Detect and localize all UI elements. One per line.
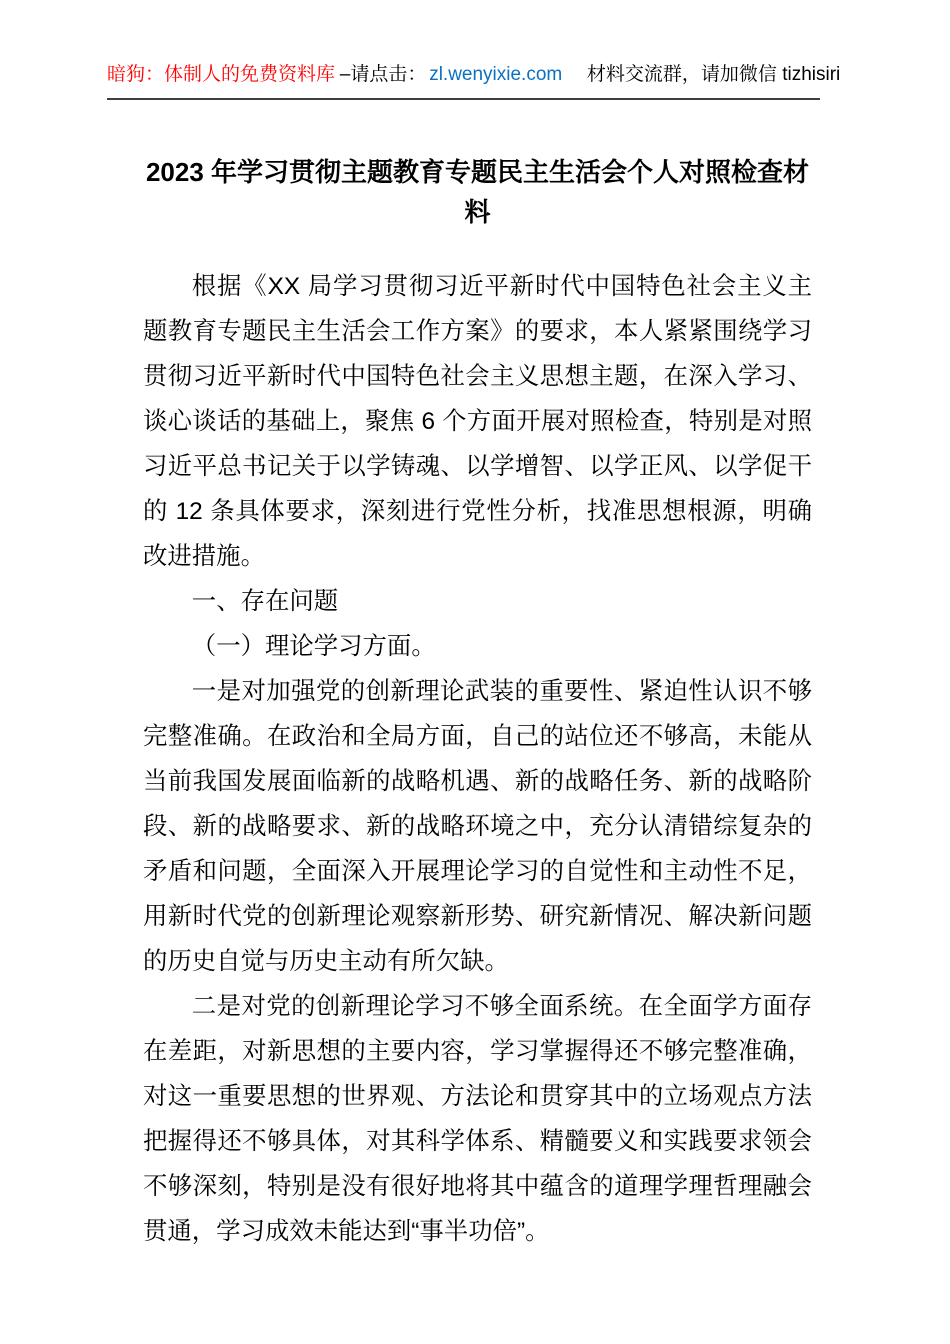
banner-link[interactable]: zl.wenyixie.com bbox=[429, 64, 563, 85]
section-heading-problems: 一、存在问题 bbox=[191, 588, 339, 615]
banner-click-label: –请点击： bbox=[339, 64, 427, 85]
header-banner bbox=[107, 58, 841, 100]
document-body bbox=[143, 264, 812, 1254]
subsection-heading-theory-study: （一）理论学习方面。 bbox=[191, 633, 436, 660]
banner-group-note: 材料交流群，请加微信 tizhisiri bbox=[586, 64, 841, 85]
intro-paragraph: 根据《XX 局学习贯彻习近平新时代中国特色社会主义主题教育专题民主生活会工作方案》的要求，本人紧紧围绕学习贯彻习近平新时代中国特色社会主义思想主题，在深入学习、谈心谈话的基础上，聚焦 6 个方面开展对照检查，特别是对照习近平总书记关于以学铸魂、以学增智、以学正风、以学促干的 12 条具体要求，深刻进行党性分析，找准思想根源，明确改进措施。 bbox=[143, 273, 812, 570]
page-title: 2023 年学习贯彻主题教育专题民主生活会个人对照检查材料 bbox=[145, 157, 810, 227]
banner-site-name: 暗狗：体制人的免费资料库 bbox=[107, 64, 336, 85]
problem-paragraph-1: 一是对加强党的创新理论武装的重要性、紧迫性认识不够完整准确。在政治和全局方面，自己的站位还不够高，未能从当前我国发展面临新的战略机遇、新的战略任务、新的战略阶段、新的战略要求、新的战略环境之中，充分认清错综复杂的矛盾和问题，全面深入开展理论学习的自觉性和主动性不足，用新时代党的创新理论观察新形势、研究新情况、解决新问题的历史自觉与历史主动有所欠缺。 bbox=[143, 678, 812, 975]
problem-paragraph-2: 二是对党的创新理论学习不够全面系统。在全面学方面存在差距，对新思想的主要内容，学习掌握得还不够完整准确，对这一重要思想的世界观、方法论和贯穿其中的立场观点方法把握得还不够具体，对其科学体系、精髓要义和实践要求领会不够深刻，特别是没有很好地将其中蕴含的道理学理哲理融会贯通，学习成效未能达到“事半功倍”。 bbox=[143, 993, 812, 1245]
